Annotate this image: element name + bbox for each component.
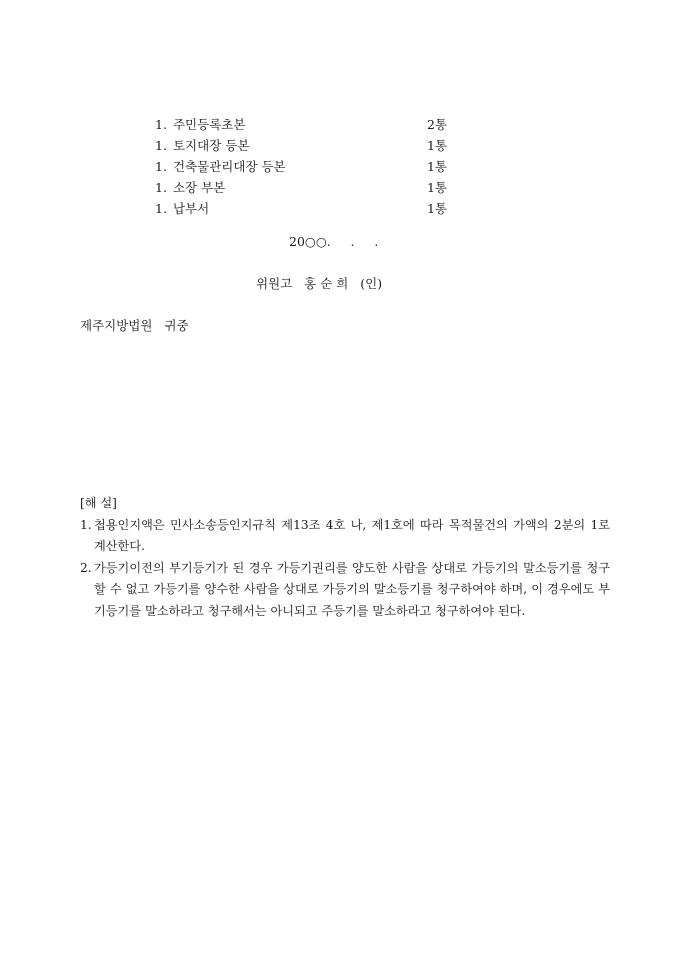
attachment-item [155,156,455,177]
attachment-label: 소장 부본 [172,180,226,195]
attachment-item [155,135,455,156]
explanation-heading: [해 설] [80,496,117,510]
signer-line: 위원고 홍 순 희 (인) [256,276,383,291]
attachment-number: 1. [155,138,167,153]
explanation-item [80,515,610,558]
attachment-item [155,114,455,135]
attachment-label: 건축물관리대장 등본 [172,159,286,174]
attachment-list [155,114,455,219]
attachment-number: 1. [155,117,167,132]
document-date: 20○○. . . [289,234,379,249]
attachment-label: 토지대장 등본 [172,138,250,153]
attachment-label: 주민등록초본 [172,117,246,132]
court-addressee: 제주지방법원 귀중 [80,318,189,333]
explanation-number: 2. [80,560,92,575]
explanation-number: 1. [80,517,92,532]
explanation-text: 첩용인지액은 민사소송등인지규칙 제13조 4호 나, 제1호에 따라 목적물건의 가액의 2분의 1로 계산한다. [94,517,610,553]
attachment-count: 1통 [426,201,447,216]
explanation-item [80,558,610,623]
attachment-count: 1통 [426,159,447,174]
attachment-label: 납부서 [172,201,210,216]
attachment-item [155,177,455,198]
attachment-number: 1. [155,201,167,216]
attachment-number: 1. [155,159,167,174]
attachment-number: 1. [155,180,167,195]
attachment-item [155,198,455,219]
attachment-count: 1통 [426,180,447,195]
explanation-section [80,493,610,622]
attachment-count: 2통 [426,117,447,132]
attachment-count: 1통 [426,138,447,153]
explanation-text: 가등기이전의 부기등기가 된 경우 가등기권리를 양도한 사람을 상대로 가등기의 말소등기를 청구할 수 없고 가등기를 양수한 사람을 상대로 가등기의 말소등기를 청구하여야 하며, 이 경우에도 부기등기를 말소하라고 청구해서는 아니되고 주등기를 말소하라고 청구하여야 된다. [94,560,610,618]
